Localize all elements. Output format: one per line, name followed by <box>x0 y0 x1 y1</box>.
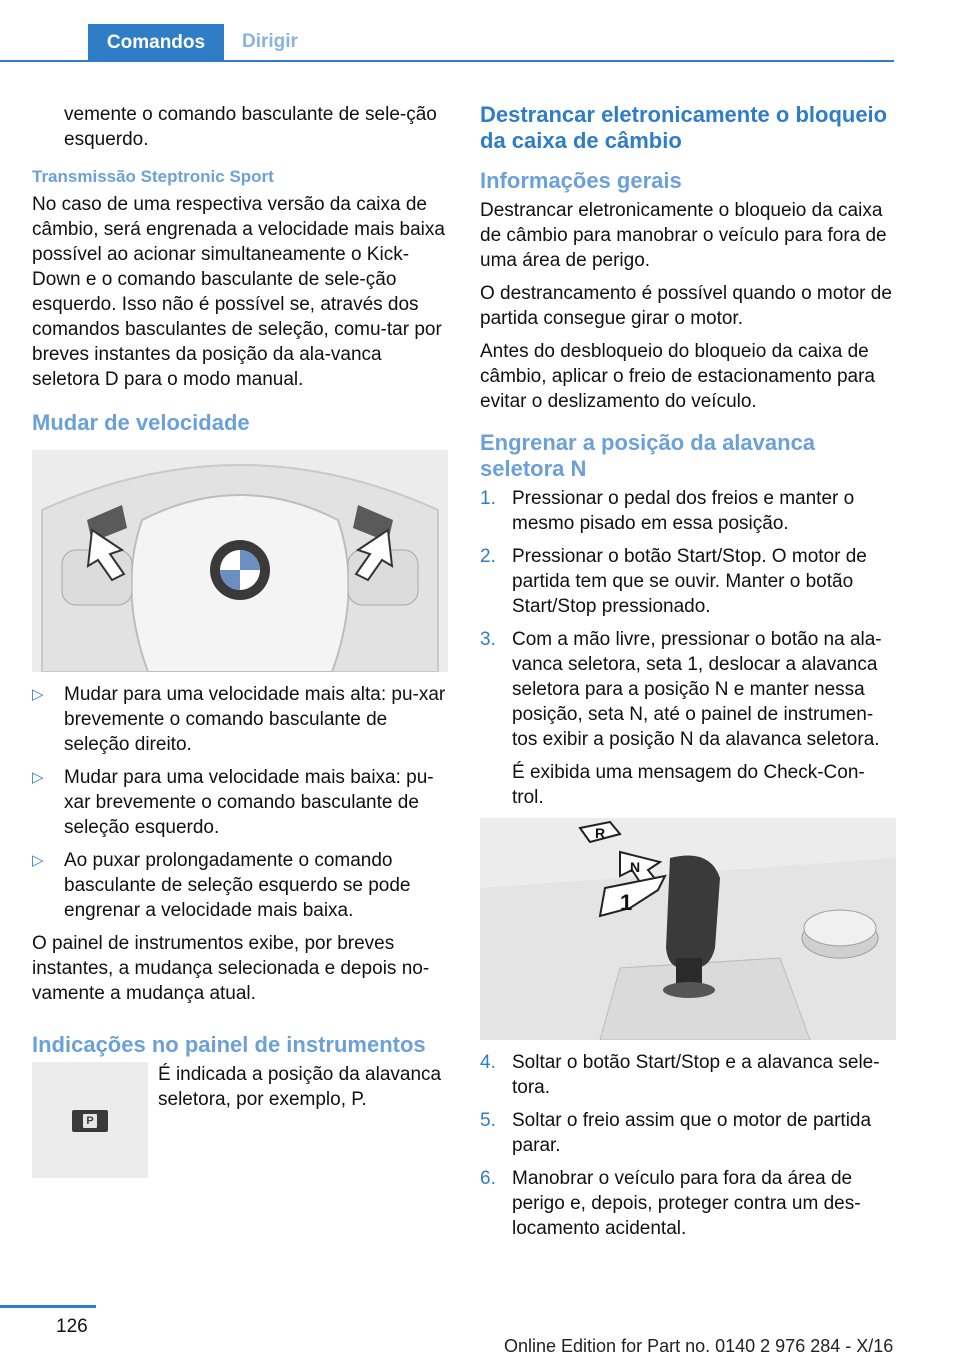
general-paragraph: O destrancamento é possível quando o motor de partida consegue girar o motor. <box>480 283 892 329</box>
triangle-marker-icon: ▷ <box>32 686 44 703</box>
bullet-text: Ao puxar prolongadamente o comando basculante de seleção esquerdo se pode engrenar a velocidade mais baixa. <box>64 850 411 921</box>
right-column <box>480 102 896 1249</box>
shift-after-text: O painel de instrumentos exibe, por breves instantes, a mudança selecionada e depois no-vamente a mudança atual. <box>32 933 430 1004</box>
list-item <box>480 1108 896 1158</box>
indications-block <box>32 1062 448 1182</box>
steps-list-a <box>480 486 896 810</box>
page-number: 126 <box>56 1316 88 1337</box>
step-text: Manobrar o veículo para fora da área de perigo e, depois, proteger contra um des-locamento acidental. <box>512 1168 861 1239</box>
tab-dirigir[interactable]: Dirigir <box>224 24 894 61</box>
bullet-text: Mudar para uma velocidade mais alta: pu-xar brevemente o comando basculante de seleção direito. <box>64 684 446 755</box>
general-paragraph: Antes do desbloqueio do bloqueio da caixa de câmbio, aplicar o freio de estacionamento para evitar o deslizamento do veículo. <box>480 341 876 412</box>
park-indicator-icon <box>72 1110 108 1132</box>
step-number: 3. <box>480 629 496 650</box>
triangle-marker-icon: ▷ <box>32 769 44 786</box>
triangle-marker-icon: ▷ <box>32 852 44 869</box>
steering-wheel-figure <box>32 450 448 672</box>
list-item <box>480 1166 896 1241</box>
edition-footer: Online Edition for Part no. 0140 2 976 284 - X/16 <box>504 1336 894 1356</box>
general-info-title: Informações gerais <box>480 168 682 193</box>
header-rule <box>0 60 894 62</box>
general-paragraph: Destrancar eletronicamente o bloqueio da caixa de câmbio para manobrar o veículo para fora de uma área de perigo. <box>480 200 887 271</box>
list-item <box>480 486 896 536</box>
steptronic-title: Transmissão Steptronic Sport <box>32 167 274 186</box>
step-number: 6. <box>480 1168 496 1189</box>
indicator-letter: P <box>83 1114 97 1128</box>
gear-selector-figure <box>480 818 896 1040</box>
list-item <box>480 1050 896 1100</box>
indications-title: Indicações no painel de instrumentos <box>32 1032 426 1057</box>
list-item <box>32 765 448 840</box>
gear-label-n: N <box>630 859 641 875</box>
page-header <box>0 0 960 64</box>
step-text: Com a mão livre, pressionar o botão na ala-vanca seletora, seta 1, deslocar a alavanca seletora para a posição N e manter nessa posição, seta N, até o painel de instrumen-tos exibir a posição N da alavanca seletora. <box>512 629 882 750</box>
gear-label-1: 1 <box>620 890 633 915</box>
step-number: 5. <box>480 1110 496 1131</box>
left-column <box>32 102 448 1182</box>
tab-comandos[interactable]: Comandos <box>88 24 224 61</box>
step-number: 4. <box>480 1052 496 1073</box>
bullet-text: Mudar para uma velocidade mais baixa: pu-xar brevemente o comando basculante de seleção esquerdo. <box>64 767 434 838</box>
steering-wheel-illustration <box>32 450 448 672</box>
step-text: Soltar o botão Start/Stop e a alavanca sele-tora. <box>512 1052 880 1098</box>
list-item <box>480 627 896 810</box>
engage-n-title: Engrenar a posição da alavanca seletora N <box>480 430 816 481</box>
shift-bullet-list <box>32 682 448 923</box>
shift-title: Mudar de velocidade <box>32 410 250 435</box>
step-note: É exibida uma mensagem do Check-Con-trol. <box>512 762 865 808</box>
gear-selector-illustration <box>480 818 896 1040</box>
step-text: Pressionar o pedal dos freios e manter o mesmo pisado em essa posição. <box>512 488 855 534</box>
steptronic-body: No caso de uma respectiva versão da caixa de câmbio, será engrenada a velocidade mais baixa possível ao acionar simultaneamente o Kick-Down e o comando basculante de sele-ção esquerdo. Isso não é possível se, através dos comandos basculantes de seleção, comu-tar por breves instantes da posição da ala-vanca seletora D para o modo manual. <box>32 194 445 390</box>
unlock-main-title: Destrancar eletronicamente o bloqueio da caixa de câmbio <box>480 102 888 153</box>
step-text: Soltar o freio assim que o motor de partida parar. <box>512 1110 872 1156</box>
step-text: Pressionar o botão Start/Stop. O motor de partida tem que se ouvir. Manter o botão Start/Stop pressionado. <box>512 546 867 617</box>
gear-label-r: R <box>595 825 606 841</box>
steps-list-b <box>480 1050 896 1241</box>
footer-rule <box>0 1305 96 1308</box>
gear-indicator-figure <box>32 1062 148 1178</box>
list-item <box>32 848 448 923</box>
list-item <box>480 544 896 619</box>
list-item <box>32 682 448 757</box>
indications-body: É indicada a posição da alavanca seletora, por exemplo, P. <box>158 1064 442 1110</box>
step-number: 1. <box>480 488 496 509</box>
intro-continuation: vemente o comando basculante de sele-ção esquerdo. <box>64 104 437 150</box>
step-number: 2. <box>480 546 496 567</box>
